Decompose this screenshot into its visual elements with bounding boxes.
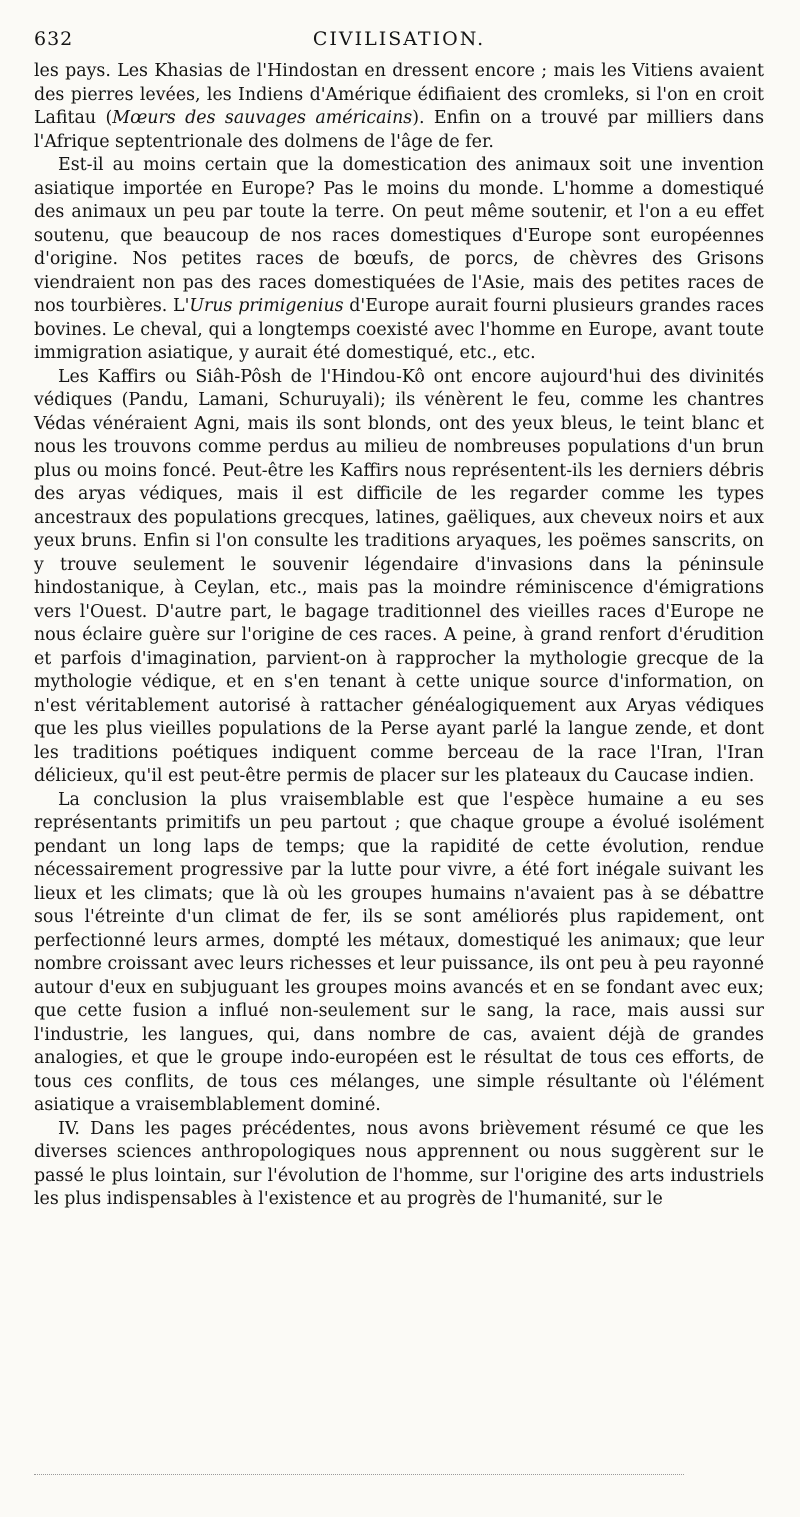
italic-text: Urus primigenius <box>189 296 344 316</box>
paragraph-text: ). Enfin on a trouvé par milliers dans l'Afrique septentrionale des dolmens de l'âge de fer. <box>34 108 764 152</box>
paragraph-p2 <box>34 154 764 366</box>
page-header <box>34 28 764 56</box>
paragraph-text: Est-il au moins certain que la domestication des animaux soit une invention asiatique importée en Europe? Pas le moins du monde. L'homme a domestiqué des animaux un peu par toute la terre. On peut même soutenir, et l'on a eu effet soutenu, que beaucoup de nos races domestiques d'Europe sont européennes d'origine. Nos petites races de bœufs, de porcs, de chèvres des Grisons viendraient non pas des races domestiquées de l'Asie, mais des petites races de nos tourbières. L' <box>34 155 764 316</box>
paragraph-text: Les Kaffirs ou Siâh-Pôsh de l'Hindou-Kô ont encore aujourd'hui des divinités védiques (Pandu, Lamani, Schuruyali); ils vénèrent le feu, comme les chantres Védas vénéraient Agni, mais ils sont blonds, ont des yeux bleus, le teint blanc et nous les trouvons comme perdus au milieu de nombreuses populations d'un brun plus ou moins foncé. Peut-être les Kaffirs nous représentent-ils les derniers débris des aryas védiques, mais il est difficile de les regarder comme les types ancestraux des populations grecques, latines, gaëliques, aux cheveux noirs et aux yeux bruns. Enfin si l'on consulte les traditions aryaques, les poëmes sanscrits, on y trouve seulement le souvenir légendaire d'invasions dans la péninsule hindostanique, à Ceylan, etc., mais pas la moindre réminiscence d'émigrations vers l'Ouest. D'autre part, le bagage traditionnel des vieilles races d'Europe ne nous éclaire guère sur l'origine de ces races. A peine, à grand renfort d'érudition et parfois d'imagination, parvient-on à rapprocher la mythologie grecque de la mythologie védique, et en s'en tenant à cette unique source d'information, on n'est véritablement autorisé à rattacher généalogiquement aux Aryas védiques que les plus vieilles populations de la Perse ayant parlé la langue zende, et dont les traditions poétiques indiquent comme berceau de la race l'Iran, l'Iran délicieux, qu'il est peut-être permis de placer sur les plateaux du Caucase indien. <box>34 366 764 786</box>
paragraph-p3 <box>34 366 764 789</box>
footer-rule <box>34 1474 684 1475</box>
paragraph-text: IV. Dans les pages précédentes, nous avons brièvement résumé ce que les diverses sciences anthropologiques nous apprennent ou nous suggèrent sur le passé le plus lointain, sur l'évolution de l'homme, sur l'origine des arts industriels les plus indispensables à l'existence et au progrès de l'humanité, sur le <box>34 1118 764 1209</box>
italic-text: Mœurs des sauvages américains <box>112 108 413 128</box>
paragraph-text: les pays. Les Khasias de l'Hindostan en dressent encore ; mais les Vitiens avaient des pierres levées, les Indiens d'Amérique édifiaient des cromleks, si l'on en croit Lafitau ( <box>34 61 764 128</box>
paragraph-p4 <box>34 789 764 1118</box>
running-title: CIVILISATION. <box>312 28 486 50</box>
page-body <box>34 60 764 1212</box>
paragraph-p1 <box>34 60 764 154</box>
paragraph-text: La conclusion la plus vraisemblable est que l'espèce humaine a eu ses représentants primitifs un peu partout ; que chaque groupe a évolué isolément pendant un long laps de temps; que la rapidité de cette évolution, rendue nécessairement progressive par la lutte pour vivre, a été fort inégale suivant les lieux et les climats; que là où les groupes humains n'avaient pas à se débattre sous l'étreinte d'un climat de fer, ils se sont améliorés plus rapidement, ont perfectionné leurs armes, dompté les métaux, domestiqué les animaux; que leur nombre croissant avec leurs richesses et leur puissance, ils ont peu à peu rayonné autour d'eux en subjuguant les groupes moins avancés et en se fondant avec eux; que cette fusion a influé non-seulement sur le sang, la race, mais aussi sur l'industrie, les langues, qui, dans nombre de cas, avaient déjà de grandes analogies, et que le groupe indo-européen est le résultat de tous ces efforts, de tous ces conflits, de tous ces mélanges, une simple résultante où l'élément asiatique a vraisemblablement dominé. <box>34 789 764 1115</box>
page-number: 632 <box>34 28 74 50</box>
paragraph-text: d'Europe aurait fourni plusieurs grandes races bovines. Le cheval, qui a longtemps coexisté avec l'homme en Europe, avant toute immigration asiatique, y aurait été domestiqué, etc., etc. <box>34 296 765 363</box>
paragraph-p5 <box>34 1118 764 1212</box>
